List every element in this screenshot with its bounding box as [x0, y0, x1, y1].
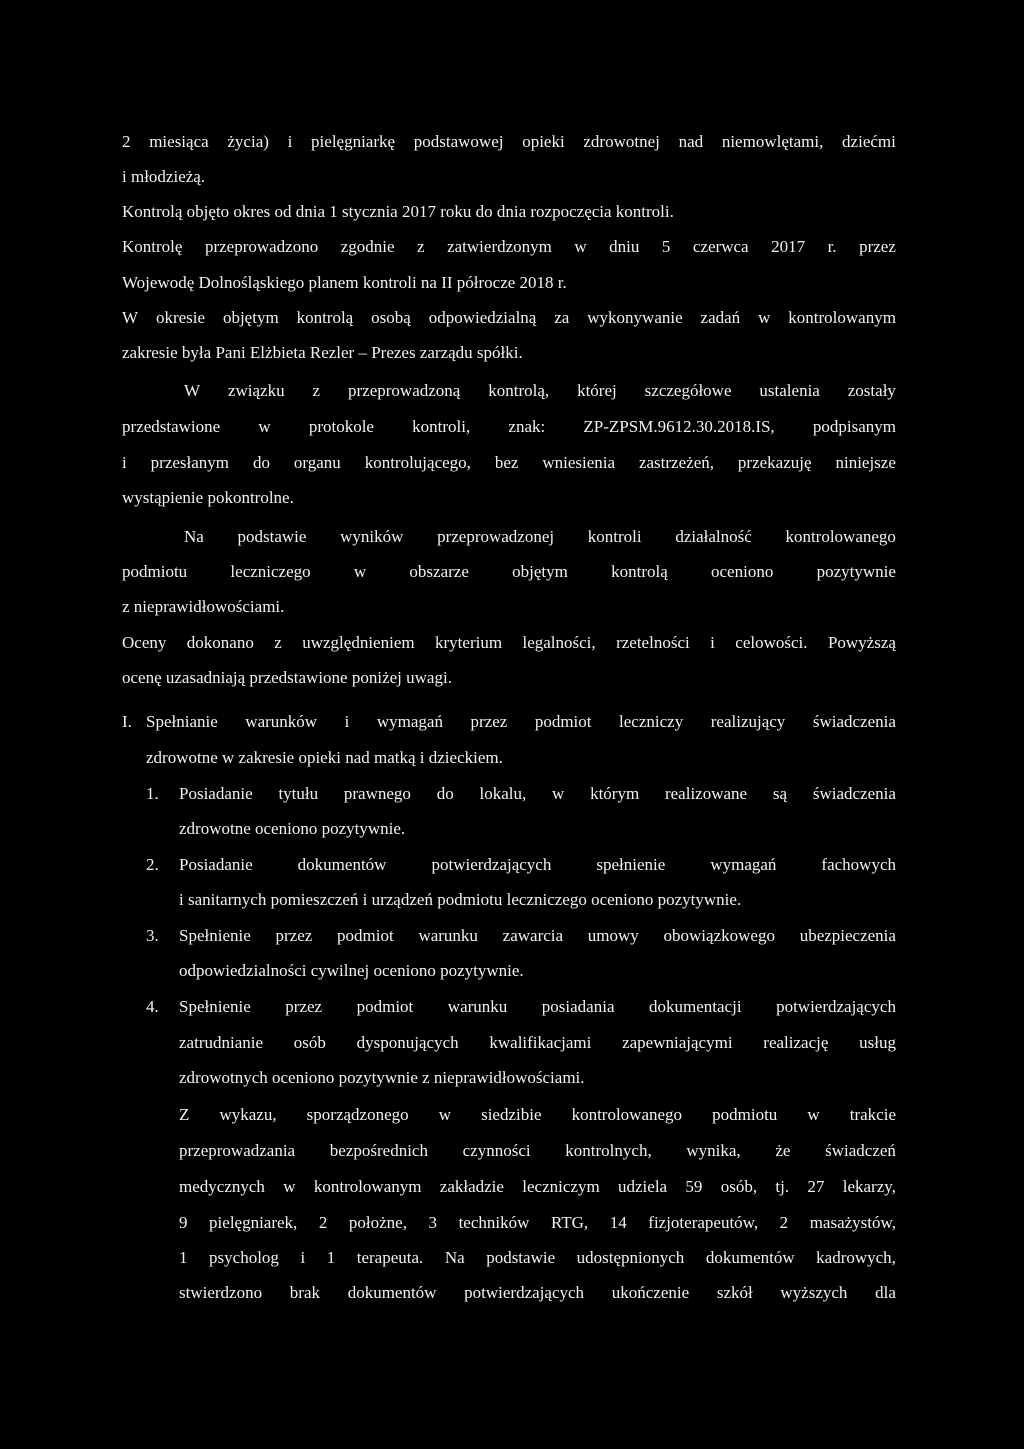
word: zatrudnianie [179, 1033, 264, 1052]
word: Spełnienie [179, 926, 251, 945]
word: przeprowadzoną [348, 381, 461, 400]
text-line [122, 554, 896, 589]
word: Spełnianie [146, 712, 218, 731]
word: masażystów, [809, 1213, 896, 1232]
text-line: z nieprawidłowościami. [122, 597, 285, 616]
word: obowiązkowego [663, 926, 775, 945]
word: tytułu [278, 784, 319, 803]
word: W [122, 308, 139, 327]
text-line [184, 519, 896, 554]
text-line [184, 373, 896, 408]
word: zapewniającymi [622, 1033, 733, 1052]
word: osobą [371, 308, 411, 327]
word: objętym [512, 562, 568, 581]
text-line [122, 300, 896, 335]
word: zdrowotnej [583, 132, 660, 151]
word: kontrolą [611, 562, 668, 581]
word: w [807, 1105, 820, 1124]
word: W [184, 381, 201, 400]
word: której [577, 381, 617, 400]
word: 3 [428, 1213, 438, 1232]
word: wniesienia [542, 453, 616, 472]
text-line [179, 847, 896, 882]
word: dniu [609, 237, 640, 256]
word: zakładzie [439, 1177, 504, 1196]
word: świadczeń [825, 1141, 896, 1160]
word: warunku [447, 997, 508, 1016]
text-line: zakresie była Pani Elżbieta Rezler – Prezes zarządu spółki. [122, 343, 523, 362]
word: Oceny [122, 633, 167, 652]
word: obszarze [409, 562, 469, 581]
word: kwalifikacjami [489, 1033, 592, 1052]
word: wynika, [686, 1141, 741, 1160]
text-line [122, 409, 896, 444]
word: za [554, 308, 570, 327]
text-line [122, 445, 896, 480]
word: czerwca [692, 237, 749, 256]
word: zostały [847, 381, 896, 400]
word: Kontrolę [122, 237, 183, 256]
word: podmiotu [122, 562, 188, 581]
word: nad [678, 132, 704, 151]
word: przeprowadzonej [437, 527, 555, 546]
word: legalności, [522, 633, 596, 652]
word: stwierdzono [179, 1283, 263, 1302]
text-line: zdrowotnych oceniono pozytywnie z nieprawidłowościami. [179, 1068, 585, 1087]
word: potwierdzających [431, 855, 552, 874]
text-line [179, 776, 896, 811]
word: osób, [720, 1177, 758, 1196]
word: podstawie [237, 527, 307, 546]
word: leczniczy [619, 712, 684, 731]
text-line: Kontrolą objęto okres od dnia 1 stycznia 2017 roku do dnia rozpoczęcia kontroli. [122, 202, 674, 221]
word: i [710, 633, 715, 652]
word: zatwierdzonym [447, 237, 552, 256]
word: 2 [122, 132, 131, 151]
word: w [353, 562, 367, 581]
word: 2 [779, 1213, 789, 1232]
word: objętym [222, 308, 279, 327]
word: znak: [508, 417, 546, 436]
word: podstawowej [413, 132, 504, 151]
word: z [274, 633, 282, 652]
word: wykonywanie [587, 308, 683, 327]
word: Z [179, 1105, 190, 1124]
text-line [146, 704, 896, 739]
word: bez [494, 453, 519, 472]
text-line [179, 989, 896, 1024]
word: kontrolowanego [785, 527, 896, 546]
word: czynności [462, 1141, 531, 1160]
word: prawnego [343, 784, 411, 803]
word: położne, [348, 1213, 407, 1232]
word: kontrolowanym [313, 1177, 422, 1196]
word: przekazuję [737, 453, 812, 472]
word: przez [470, 712, 508, 731]
word: warunków [245, 712, 318, 731]
text-line: zdrowotne w zakresie opieki nad matką i dzieckiem. [146, 748, 503, 767]
word: i [300, 1248, 306, 1267]
word: Powyższą [827, 633, 896, 652]
word: Spełnienie [179, 997, 251, 1016]
word: kontrolującego, [364, 453, 471, 472]
text-line: Wojewodę Dolnośląskiego planem kontroli na II półrocze 2018 r. [122, 273, 567, 292]
word: wymagań [376, 712, 443, 731]
word: protokole [308, 417, 374, 436]
text-line [179, 1133, 896, 1168]
text-line [122, 229, 896, 264]
word: fachowych [821, 855, 896, 874]
item-number: 2. [146, 855, 159, 874]
word: i [287, 132, 293, 151]
word: RTG, [550, 1213, 589, 1232]
word: z [312, 381, 321, 400]
word: pielęgniarek, [209, 1213, 298, 1232]
word: brak [289, 1283, 320, 1302]
word: życia) [227, 132, 269, 151]
word: zgodnie [340, 237, 395, 256]
word: dokumentów [297, 855, 387, 874]
word: dokonano [186, 633, 254, 652]
word: lokalu, [479, 784, 527, 803]
word: sporządzonego [306, 1105, 409, 1124]
word: wyników [340, 527, 404, 546]
word: podmiot [534, 712, 592, 731]
text-line: i sanitarnych pomieszczeń i urządzeń podmiotu leczniczego oceniono pozytywnie. [179, 890, 742, 909]
word: przez [285, 997, 323, 1016]
word: kontrolą [296, 308, 354, 327]
word: 5 [661, 237, 671, 256]
word: dokumentacji [649, 997, 742, 1016]
word: dziećmi [842, 132, 896, 151]
text-line [179, 1240, 896, 1275]
word: spełnienie [596, 855, 666, 874]
word: podmiotu [712, 1105, 778, 1124]
item-number: 4. [146, 997, 159, 1016]
word: niniejsze [835, 453, 896, 472]
word: oceniono [711, 562, 774, 581]
word: do [252, 453, 270, 472]
word: dla [875, 1283, 896, 1302]
word: wyższych [780, 1283, 848, 1302]
word: 1 [326, 1248, 336, 1267]
word: opieki [522, 132, 565, 151]
word: organu [293, 453, 341, 472]
word: psycholog [209, 1248, 279, 1267]
word: podpisanym [812, 417, 896, 436]
word: kadrowych, [816, 1248, 896, 1267]
text-line [122, 124, 896, 159]
word: świadczenia [812, 712, 896, 731]
word: leczniczego [230, 562, 311, 581]
text-line [179, 1025, 896, 1060]
word: przeprowadzania [179, 1141, 296, 1160]
word: w [574, 237, 587, 256]
word: kontroli [587, 527, 642, 546]
word: realizowane [664, 784, 748, 803]
word: udostępnionych [576, 1248, 685, 1267]
word: w [438, 1105, 451, 1124]
word: 27 [807, 1177, 825, 1196]
word: że [775, 1141, 791, 1160]
word: zadań [700, 308, 741, 327]
word: miesiąca [149, 132, 209, 151]
word: celowości. [735, 633, 808, 652]
word: kontrolowanym [788, 308, 896, 327]
word: kontroli, [412, 417, 471, 436]
word: medycznych [179, 1177, 265, 1196]
word: 59 [685, 1177, 703, 1196]
word: dokumentów [347, 1283, 437, 1302]
word: ukończenie [611, 1283, 690, 1302]
section-number: I. [122, 712, 132, 731]
word: wymagań [710, 855, 777, 874]
word: leczniczym [522, 1177, 600, 1196]
word: przesłanym [150, 453, 230, 472]
word: podmiot [356, 997, 414, 1016]
word: 14 [609, 1213, 627, 1232]
word: kontrolnych, [565, 1141, 652, 1160]
text-line [179, 1205, 896, 1240]
text-line [179, 918, 896, 953]
word: Posiadanie [179, 855, 253, 874]
word: okresie [155, 308, 206, 327]
text-line: odpowiedzialności cywilnej oceniono pozytywnie. [179, 961, 524, 980]
word: fizjoterapeutów, [648, 1213, 759, 1232]
word: szkół [716, 1283, 753, 1302]
word: przeprowadzono [204, 237, 319, 256]
word: ubezpieczenia [799, 926, 896, 945]
word: którym [590, 784, 640, 803]
word: realizację [763, 1033, 829, 1052]
word: zastrzeżeń, [638, 453, 714, 472]
word: 2017 [771, 237, 806, 256]
word: szczegółowe [644, 381, 732, 400]
word: podmiot [337, 926, 394, 945]
word: przez [859, 237, 896, 256]
word: terapeuta. [356, 1248, 424, 1267]
word: związku [227, 381, 285, 400]
word: pozytywnie [816, 562, 896, 581]
text-line: i młodzieżą. [122, 167, 206, 186]
word: 9 [179, 1213, 188, 1232]
word: pielęgniarkę [311, 132, 396, 151]
word: przez [275, 926, 313, 945]
word: warunku [418, 926, 478, 945]
word: dysponujących [356, 1033, 459, 1052]
word: kontrolowanego [571, 1105, 683, 1124]
word: działalność [675, 527, 752, 546]
word: w [258, 417, 271, 436]
word: posiadania [541, 997, 615, 1016]
text-line: ocenę uzasadniają przedstawione poniżej uwagi. [122, 668, 452, 687]
text-line [179, 1097, 896, 1132]
word: potwierdzających [464, 1283, 585, 1302]
word: świadczenia [812, 784, 896, 803]
word: do [436, 784, 454, 803]
word: Na [184, 527, 204, 546]
word: i [122, 453, 127, 472]
word: i [344, 712, 350, 731]
word: w [758, 308, 771, 327]
word: odpowiedzialną [428, 308, 537, 327]
word: ustalenia [759, 381, 820, 400]
word: potwierdzających [776, 997, 896, 1016]
text-line: wystąpienie pokontrolne. [122, 488, 294, 507]
word: wykazu, [219, 1105, 277, 1124]
word: kryterium [435, 633, 503, 652]
text-line [122, 625, 896, 660]
word: bezpośrednich [329, 1141, 428, 1160]
word: 2 [318, 1213, 328, 1232]
word: podstawie [486, 1248, 556, 1267]
word: kontrolą, [488, 381, 550, 400]
word: uwzględnieniem [302, 633, 415, 652]
word: w [552, 784, 565, 803]
word: lekarzy, [842, 1177, 896, 1196]
word: niemowlętami, [721, 132, 824, 151]
item-number: 1. [146, 784, 159, 803]
word: umowy [587, 926, 639, 945]
text-line: zdrowotne oceniono pozytywnie. [179, 819, 406, 838]
word: realizujący [710, 712, 786, 731]
word: tj. [775, 1177, 790, 1196]
word: Posiadanie [179, 784, 253, 803]
word: zawarcia [502, 926, 564, 945]
word: r. [827, 237, 837, 256]
text-line [179, 1275, 896, 1310]
word: techników [458, 1213, 530, 1232]
word: siedzibie [481, 1105, 542, 1124]
word: osób [293, 1033, 326, 1052]
word: 1 [179, 1248, 188, 1267]
word: rzetelności [616, 633, 690, 652]
word: z [417, 237, 425, 256]
word: Na [444, 1248, 465, 1267]
word: udziela [618, 1177, 668, 1196]
word: są [772, 784, 788, 803]
word: trakcie [849, 1105, 896, 1124]
word: przedstawione [122, 417, 221, 436]
item-number: 3. [146, 926, 159, 945]
word: ZP-ZPSM.9612.30.2018.IS, [583, 417, 775, 436]
word: dokumentów [705, 1248, 795, 1267]
word: w [283, 1177, 296, 1196]
text-line [179, 1169, 896, 1204]
word: usług [859, 1033, 896, 1052]
